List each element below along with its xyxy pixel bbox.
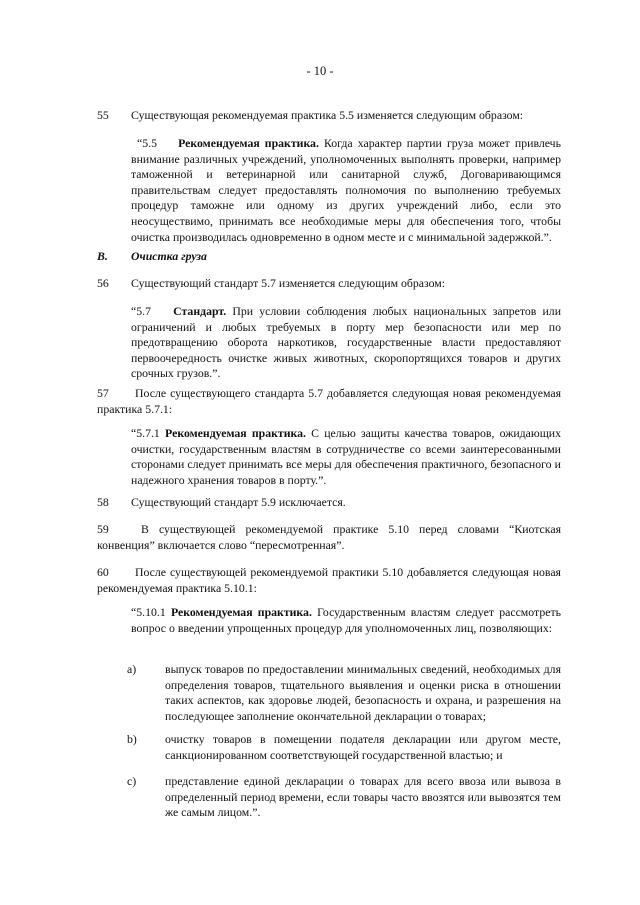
section-letter: B. — [97, 249, 108, 263]
paragraph-number-58: 58 — [97, 495, 109, 509]
quote-5-7-heading: Стандарт. — [173, 304, 227, 318]
page-number: - 10 - — [306, 64, 334, 78]
quote-5-10-1-text: Государственным властям следует рассмотреть вопрос о введении упрощенных процедур для уполномоченных лиц, позволяющих: — [131, 605, 561, 635]
subitem-c-label: c) — [127, 774, 137, 788]
paragraph-number-55: 55 — [97, 108, 109, 122]
subitem-b-text: очистку товаров в помещении подателя декларации или другом месте, санкционированном соответствующей государственной властью; и — [165, 732, 561, 762]
quote-5-7-1 — [131, 426, 561, 488]
paragraph-number-59: 59 — [97, 522, 109, 536]
quote-5-7-text: При условии соблюдения любых национальных запретов или ограничений и любых требуемых в порту мер безопасности или мер по предотвращению оборота наркотиков, государственные власти предоставляют первоочередность очистке живых животных, скоропортящихся товаров и других срочных грузов.”. — [131, 304, 562, 381]
paragraph-60-text: После существующей рекомендуемой практики 5.10 добавляется следующая новая рекомендуемая практика 5.10.1: — [97, 565, 561, 595]
paragraph-57-text: После существующего стандарта 5.7 добавляется следующая новая рекомендуемая практика 5.7.1: — [97, 386, 561, 416]
paragraph-58: Существующий стандарт 5.9 исключается. — [131, 495, 346, 509]
quote-5-7-1-text: С целью защиты качества товаров, ожидающих очистки, государственным властям в сотрудничестве со всеми заинтересованными сторонами следует принимать все меры для обеспечения практичного, безопасного и надежного хранения товаров в порту.”. — [131, 426, 561, 487]
subitem-a-text: выпуск товаров по предоставлении минимальных сведений, необходимых для определения товаров, тщательного выявления и оценки риска в отношении таких аспектов, как здоровье людей, безопасность и охрана, и разрешения на последующее заполнение окончательной декларации о товарах; — [165, 662, 561, 723]
quote-5-10-1-number: “5.10.1 — [131, 605, 166, 619]
paragraph-56: Существующий стандарт 5.7 изменяется следующим образом: — [131, 276, 446, 290]
paragraph-number-56: 56 — [97, 276, 109, 290]
paragraph-59-text: В существующей рекомендуемой практике 5.10 перед словами “Киотская конвенция” включается слово “пересмотренная”. — [97, 522, 561, 552]
paragraph-55: Существующая рекомендуемая практика 5.5 изменяется следующим образом: — [131, 108, 524, 122]
quote-5-5-heading: Рекомендуемая практика. — [178, 136, 319, 150]
quote-5-7-1-number: “5.7.1 — [131, 426, 160, 440]
subitem-a-label: a) — [127, 662, 137, 676]
subitem-b-label: b) — [127, 732, 137, 746]
quote-5-7-number: “5.7 — [131, 304, 151, 318]
quote-5-5 — [131, 136, 561, 245]
paragraph-59 — [97, 522, 561, 553]
quote-5-10-1-heading: Рекомендуемая практика. — [170, 605, 312, 619]
paragraph-number-57: 57 — [97, 386, 109, 400]
quote-5-5-text: Когда характер партии груза может привлечь внимание различных учреждений, уполномоченных выполнять проверки, например таможенной и ветеринарной или санитарной служб, Договаривающимся правительствам следует предоставлять полномочия по выполнению требуемых процедур таможне или одному из других учреждений либо, если это неосуществимо, принимать все необходимые меры для обеспечения того, чтобы очистка производилась одновременно в одном месте и с минимальной задержкой.”. — [131, 136, 561, 244]
quote-5-7-1-heading: Рекомендуемая практика. — [165, 426, 306, 440]
paragraph-number-60: 60 — [97, 565, 109, 579]
quote-5-7 — [131, 304, 561, 382]
subitem-c-text: представление единой декларации о товарах для всего ввоза или вывоза в определенный период времени, если товары часто ввозятся или вывозятся тем же самым лицом.”. — [165, 774, 561, 820]
paragraph-60 — [97, 565, 561, 596]
quote-5-10-1 — [131, 605, 561, 636]
quote-5-5-number: “5.5 — [137, 136, 157, 150]
paragraph-57 — [97, 386, 561, 417]
section-title: Очистка груза — [131, 249, 207, 263]
